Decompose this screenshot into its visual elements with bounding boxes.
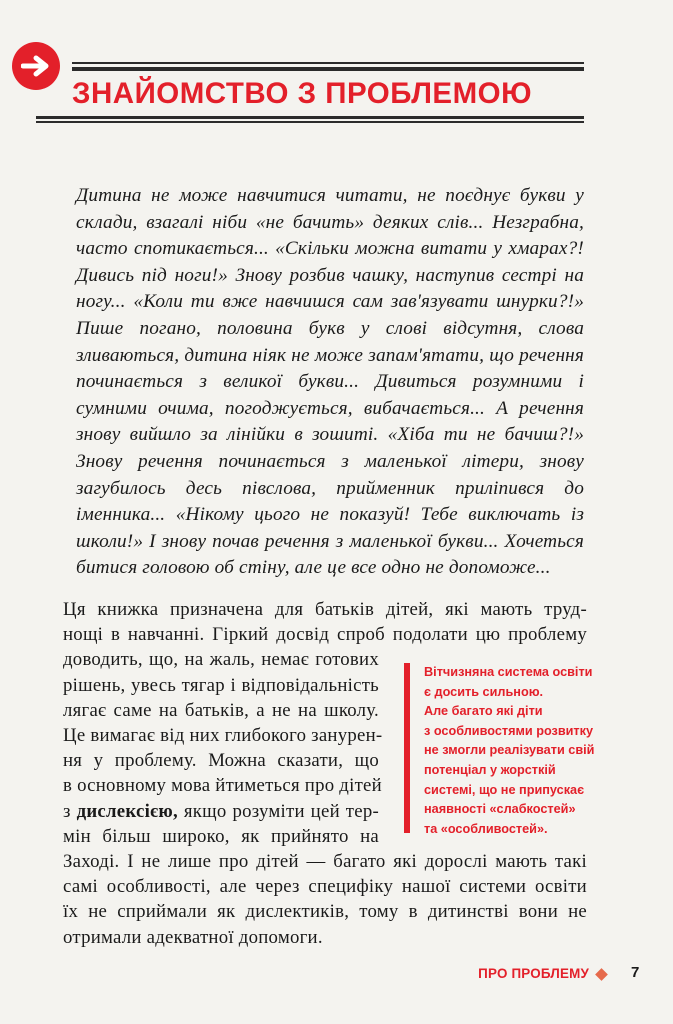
body-line: Це вимагає від них глибокого занурен- — [63, 725, 383, 747]
sidebar-line: Вітчизняна система освіти — [424, 665, 593, 679]
sidebar-line: Але багато які діти — [424, 704, 543, 719]
page-number: 7 — [631, 964, 640, 981]
body-line: Заході. І не лише про дітей — багато які дорослі мають такі — [63, 851, 587, 873]
body-line: мін більш широко, як прийнято на — [63, 825, 379, 847]
sidebar-line: не змогли реалізувати свій — [424, 743, 595, 758]
header-rule-bottom-thick — [36, 116, 584, 119]
body-line: в основному мова йтиметься про дітей — [63, 775, 382, 797]
dyslexia-term: дислексією, — [76, 800, 178, 822]
intro-paragraph: Дитина не може навчитися читати, не поєднує букви у склади, взагалі ніби «не бачить» деяких слів... Незграбна, часто спотикається... «Скільки можна витати у хмарах?! Дивись під ноги!» Знову розбив чашку, наступив сестрі на ногу... «Коли ти вже навчишся сам зав'язувати шнурки?!» Пише погано, половина букв у слові відсутня, слова зливаються, дитина ніяк не може запам'ятати, що речення починається з великої букви... Дивиться розумними і сумними очима, погоджується, вибачається... А речення знову вийшло за лінійки в зошиті. «Хіба ти не бачиш?!» Знову речення починається з маленької літери, знову загубилось десь півслова, прийменник приліпився до іменника... «Нікому цього не показуй! Тебе виключать із школи!» І знову почав речення з маленької букви... Хочеться битися головою об стіну, але це все одно не допоможе... — [76, 185, 584, 579]
footer-section-label: ПРО ПРОБЛЕМУ — [478, 966, 589, 981]
body-line: з дислексією, якщо розуміти цей тер- — [63, 800, 379, 822]
header-rule-top-thin — [72, 62, 584, 64]
body-line: отримали адекватної допомоги. — [63, 926, 323, 948]
arrow-right-icon — [12, 42, 60, 90]
sidebar-line: з особливостями розвитку — [424, 723, 594, 738]
body-line: ня у проблему. Можна сказати, що — [63, 750, 379, 772]
body-line: рішень, увесь тягар і відповідальність — [63, 674, 379, 696]
sidebar-line: наявності «слабкостей» — [424, 802, 576, 817]
sidebar-quote — [404, 663, 595, 836]
body-line: нощі в навчанні. Гіркий досвід спроб подолати цю проблему — [63, 624, 587, 646]
sidebar-line: потенціал у жорсткій — [424, 762, 556, 777]
sidebar-line: та «особливостей». — [424, 821, 548, 836]
body-line: лягає саме на батьків, а не на школу. — [63, 699, 379, 721]
header-rule-bottom-thin — [36, 121, 584, 123]
body-line: Ця книжка призначена для батьків дітей, які мають труд- — [63, 599, 587, 620]
body-line: самі особливості, але через специфіку нашої системи освіти — [63, 876, 587, 898]
sidebar-line: є досить сильною. — [424, 684, 544, 699]
footer-diamond-icon — [595, 968, 608, 981]
body-line: доводить, що, на жаль, немає готових — [63, 649, 379, 671]
body-line: їх не сприймали як дислектиків, тому в дитинстві вони не — [63, 901, 587, 923]
header-rule-top-thick — [72, 67, 584, 71]
section-title: ЗНАЙОМСТВО З ПРОБЛЕМОЮ — [72, 77, 533, 110]
sidebar-line: системі, що не припускає — [424, 782, 585, 797]
